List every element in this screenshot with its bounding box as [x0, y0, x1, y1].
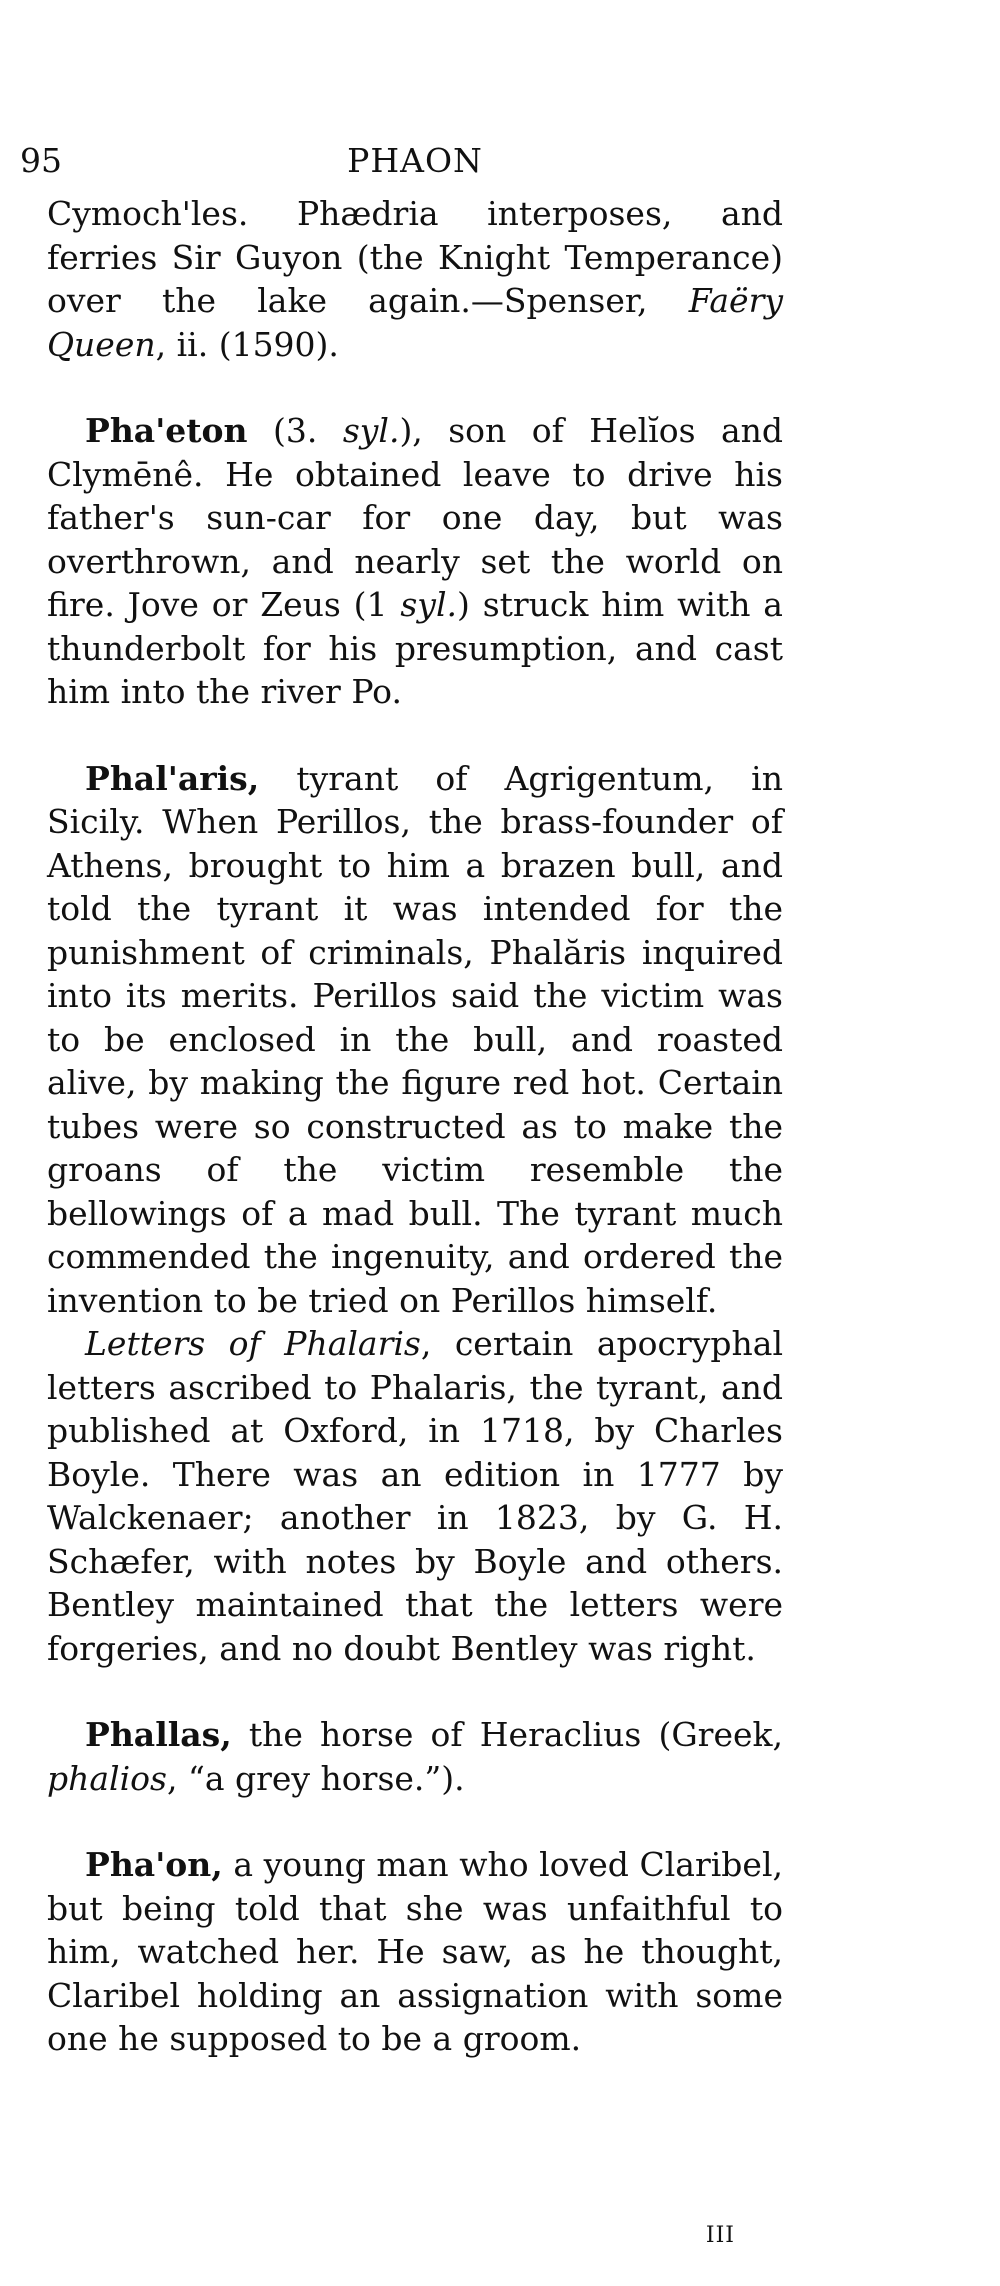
- entry-text: a young man who loved Claribel, but being told that she was unfaithful to him, watched her. He saw, as he thought, Claribel holding an assignation with some one he supposed to be a groom.: [47, 1845, 783, 2058]
- entry-text: , certain apocryphal letters ascribed to Phalaris, the tyrant, and published at Oxford, in 1718, by Charles Boyle. There was an edition in 1777 by Walckenaer; another in 1823, by G. H. Schæfer, with notes by Boyle and others. Bentley maintained that the letters were forgeries, and no doubt Bentley was right.: [47, 1324, 783, 1668]
- running-head: [20, 140, 783, 192]
- entry-text: (3.: [247, 411, 343, 450]
- page: [20, 140, 784, 2104]
- running-title: PHAON: [347, 141, 483, 180]
- entry-text: Cymoch'les. Phædria interposes, and ferries Sir Guyon (the Knight Temperance) over the lake again.—Spenser,: [47, 194, 783, 320]
- entry-italic-title: Letters of Phalaris: [85, 1324, 421, 1363]
- entry-phaeton: [47, 409, 783, 714]
- page-number: 95: [20, 141, 62, 180]
- entry-italic: syl.: [342, 411, 400, 450]
- entry-text: , ii. (1590).: [155, 324, 339, 364]
- entry-italic: phalios: [47, 1758, 167, 1798]
- dictionary-entries: [47, 192, 783, 2061]
- entry-cymochles-continuation: [47, 192, 783, 366]
- entry-text: the horse of Heraclius (Greek,: [231, 1715, 783, 1754]
- entry-phallas: [47, 1713, 783, 1800]
- entry-phalaris: [47, 757, 783, 1323]
- entry-italic-title: Faëry Queen: [47, 281, 783, 364]
- signature-mark: III: [705, 2223, 735, 2248]
- headword-phalaris: Phal'aris,: [85, 758, 260, 798]
- entry-letters-of-phalaris: [47, 1322, 783, 1670]
- headword-phaon: Pha'on,: [85, 1845, 223, 1884]
- entry-text: tyrant of Agrigentum, in Sicily. When Perillos, the brass-founder of Athens, brought to him a brazen bull, and told the tyrant it was intended for the punishment of criminals, Phalăris inquired into its merits. Perillos said the victim was to be enclosed in the bull, and roasted alive, by making the figure red hot. Certain tubes were so constructed as to make the groans of the victim resemble the bellowings of a mad bull. The tyrant much commended the ingenuity, and ordered the invention to be tried on Perillos himself.: [47, 758, 783, 1320]
- headword-phallas: Phallas,: [85, 1715, 232, 1754]
- entry-italic: syl.: [400, 585, 457, 624]
- entry-text: ), son of Helĭos and Clymēnê. He obtained leave to drive his father's sun-car for one day, but was overthrown, and nearly set the world on fire. Jove or Zeus (1: [47, 411, 784, 624]
- entry-text: , “a grey horse.”).: [166, 1758, 465, 1798]
- entry-phaon: [47, 1843, 783, 2061]
- entry-text: ) struck him with a thunderbolt for his presumption, and cast him into the river Po.: [47, 585, 783, 711]
- headword-phaeton: Pha'eton: [85, 411, 248, 450]
